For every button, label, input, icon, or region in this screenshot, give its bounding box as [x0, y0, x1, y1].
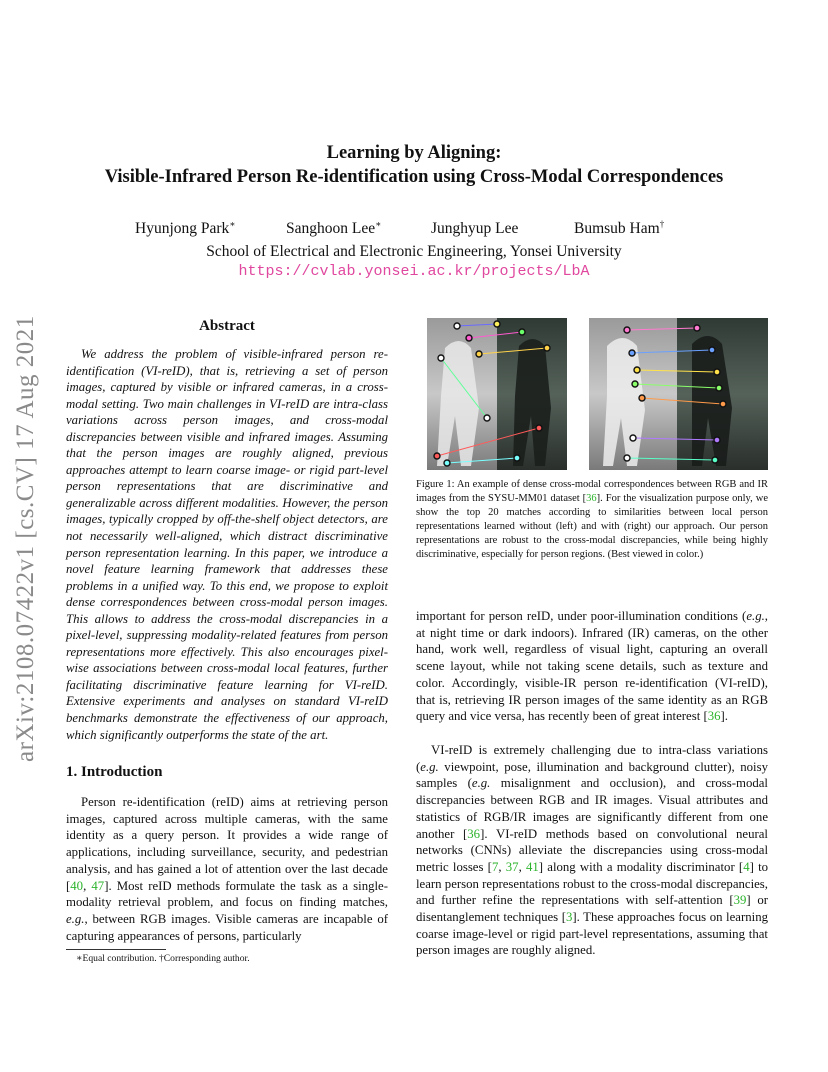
paper-title-line1: Learning by Aligning:	[326, 143, 502, 163]
author-4: Bumsub Ham†	[574, 219, 665, 238]
citation-link[interactable]: 40	[70, 878, 84, 893]
paper-title-line2: Visible-Infrared Person Re-identification using Cross-Modal Correspondences	[104, 167, 724, 187]
project-url-link[interactable]: https://cvlab.yonsei.ac.kr/projects/LbA	[238, 263, 590, 280]
intro-paragraph: Person re-identification (reID) aims at retrieving person images, captured across multiple cameras, with the same identity as a query person. It provides a wide range of applications, including surveillance, security, and pedestrian analysis, and has gained a lot of attention over the last decade [40, 47]. Most reID methods formulate the task as a single-modality retrieval problem, and focus on finding matches, e.g., between RGB images. Visible cameras are incapable of capturing appearances of persons, particularly	[66, 795, 388, 943]
abstract-heading: Abstract	[199, 318, 255, 334]
citation-link[interactable]: 41	[526, 859, 539, 874]
right-paragraph-1: important for person reID, under poor-illumination conditions (e.g., at night time or dark indoors). Infrared (IR) cameras, on the other hand, work well, regardless of visual light, capturing an overall scene layout, while not taking scene details, such as texture and color. Accordingly, visible-IR person re-identification (VI-reID), that is, retrieving IR person images of the same identity as an RGB query and vice versa, has recently been of great interest [36].	[416, 609, 768, 724]
figure-caption: Figure 1: An example of dense cross-modal correspondences between RGB and IR images from the SYSU-MM01 dataset [36]. For the visualization purpose only, we show the top 20 matches according to similarities between local person representations learned without (left) and with (right) our approach. Our person representations are robust to the cross-modal discrepancies, while being highly discriminative, especially for person regions. (Best viewed in color.)	[416, 479, 768, 560]
citation-link[interactable]: 36	[586, 493, 597, 504]
footnote-rule	[66, 949, 166, 950]
author-1: Hyunjong Park∗	[135, 219, 236, 238]
affiliation: School of Electrical and Electronic Engineering, Yonsei University	[206, 243, 622, 260]
arxiv-watermark: arXiv:2108.07422v1 [cs.CV] 17 Aug 2021	[12, 315, 39, 762]
footnote: ∗Equal contribution. †Corresponding author.	[76, 953, 250, 964]
author-3: Junghyup Lee	[431, 220, 519, 238]
figure-correspondences	[427, 318, 768, 470]
citation-link[interactable]: 7	[491, 859, 499, 874]
citation-link[interactable]: 36	[467, 826, 481, 841]
citation-link[interactable]: 36	[707, 709, 721, 724]
right-paragraph-2: VI-reID is extremely challenging due to intra-class variations (e.g. viewpoint, pose, illumination and background clutter), noisy samples (e.g. misalignment and occlusion), and cross-modal discrepancies between RGB and IR images. Visual attributes and statistics of RGB/IR images are significantly different from one another [36]. VI-reID methods based on convolutional neural networks (CNNs) alleviate the discrepancies using cross-modal metric losses [7, 37, 41] along with a modality discriminator [4] to learn person representations robust to the cross-modal discrepancies, and further refine the representations with self-attention [39] or disentanglement techniques [3]. These approaches focus on learning coarse image-level or rigid part-level representations, assuming that person images are roughly aligned.	[416, 743, 769, 958]
author-2: Sanghoon Lee∗	[286, 219, 382, 238]
author-list	[0, 219, 828, 239]
abstract-text: We address the problem of visible-infrared person re-identification (VI-reID), that is, retrieving a set of person images, captured by visible or infrared cameras, in a cross-modal setting. Two main challenges in VI-reID are intra-class variations across person images, and cross-modal discrepancies between visible and infrared images. Assuming that the person images are roughly aligned, previous approaches attempt to learn coarse image- or rigid part-level person representations that are discriminative and generalizable across different modalities. However, the person images, typically cropped by off-the-shelf object detectors, are not necessarily well-aligned, which distract discriminative person representation learning. In this paper, we introduce a novel feature learning framework that addresses these problems in a unified way. To this end, we propose to exploit dense correspondences between cross-modal person images. This allows to address the cross-modal discrepancies in a pixel-level, suppressing modality-related features from person representations more effectively. This also encourages pixel-wise associations between cross-modal local features, further facilitating discriminative feature learning for VI-reID. Extensive experiments and analyses on standard VI-reID benchmarks demonstrate the effectiveness of our approach, which significantly outperforms the state of the art.	[66, 347, 388, 742]
citation-link[interactable]: 37	[505, 859, 519, 874]
citation-link[interactable]: 47	[91, 878, 105, 893]
section-heading-introduction: 1. Introduction	[66, 764, 163, 780]
citation-link[interactable]: 39	[733, 893, 747, 908]
citation-link[interactable]: 3	[565, 910, 573, 925]
citation-link[interactable]: 4	[743, 859, 750, 874]
figure-image	[427, 318, 768, 470]
